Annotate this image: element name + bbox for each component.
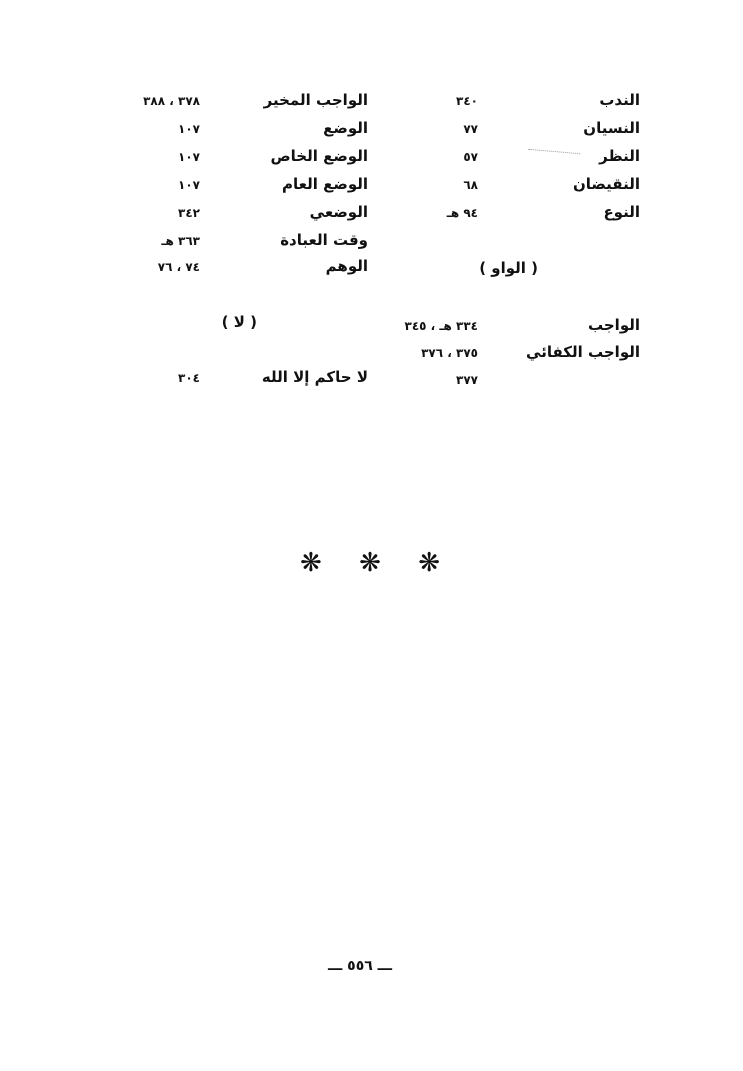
index-page-ref: ٣٦٣ هـ (161, 234, 200, 248)
index-term: النسيان (583, 119, 640, 137)
index-page-ref: ٧٤ ، ٧٦ (157, 260, 200, 274)
index-term: الوهم (325, 257, 368, 275)
section-separator (300, 550, 440, 576)
index-term: وقت العبادة (280, 231, 368, 249)
index-page-ref: ٣٧٧ (456, 373, 478, 387)
index-page-ref: ٣٤٠ (456, 94, 478, 108)
index-page-ref: ١٠٧ (178, 150, 200, 164)
index-term: النوع (603, 203, 640, 221)
index-term: الواجب المخير (263, 91, 368, 109)
scan-smudge (528, 149, 580, 161)
index-term: الندب (599, 91, 640, 109)
index-page-ref: ١٠٧ (178, 178, 200, 192)
index-term: النقيضان (572, 175, 640, 193)
index-page-ref: ٦٨ (463, 178, 478, 192)
page-number: ـــ ٥٥٦ ـــ (327, 958, 393, 974)
index-page-ref: ٧٧ (463, 122, 478, 136)
index-page-ref: ٣٠٤ (178, 371, 200, 385)
index-term: لا حاكم إلا الله (261, 368, 368, 386)
section-heading-la: ( لا ) (221, 313, 257, 331)
index-term: الوضع (323, 119, 368, 137)
index-page-ref: ٣٧٥ ، ٣٧٦ (421, 346, 478, 360)
index-page-ref: ١٠٧ (178, 122, 200, 136)
index-page-ref: ٣٣٤ هـ ، ٣٤٥ (404, 319, 478, 333)
section-heading-waw: ( الواو ) (479, 259, 538, 277)
index-page-ref: ٣٧٨ ، ٣٨٨ (143, 94, 200, 108)
index-term: الوضع العام (281, 175, 368, 193)
asterism-icon: ❋ (300, 548, 322, 578)
index-page-ref: ٥٧ (463, 150, 478, 164)
asterism-icon: ❋ (359, 548, 381, 578)
index-term: الواجب الكفائي (526, 343, 640, 361)
index-page-ref: ٣٤٢ (178, 206, 200, 220)
index-page-ref: ٩٤ هـ (446, 206, 478, 220)
asterism-icon: ❋ (418, 548, 440, 578)
index-term: الوضع الخاص (270, 147, 368, 165)
index-term: النظر (599, 147, 640, 165)
index-term: الوضعي (309, 203, 368, 221)
index-term: الواجب (587, 316, 640, 334)
